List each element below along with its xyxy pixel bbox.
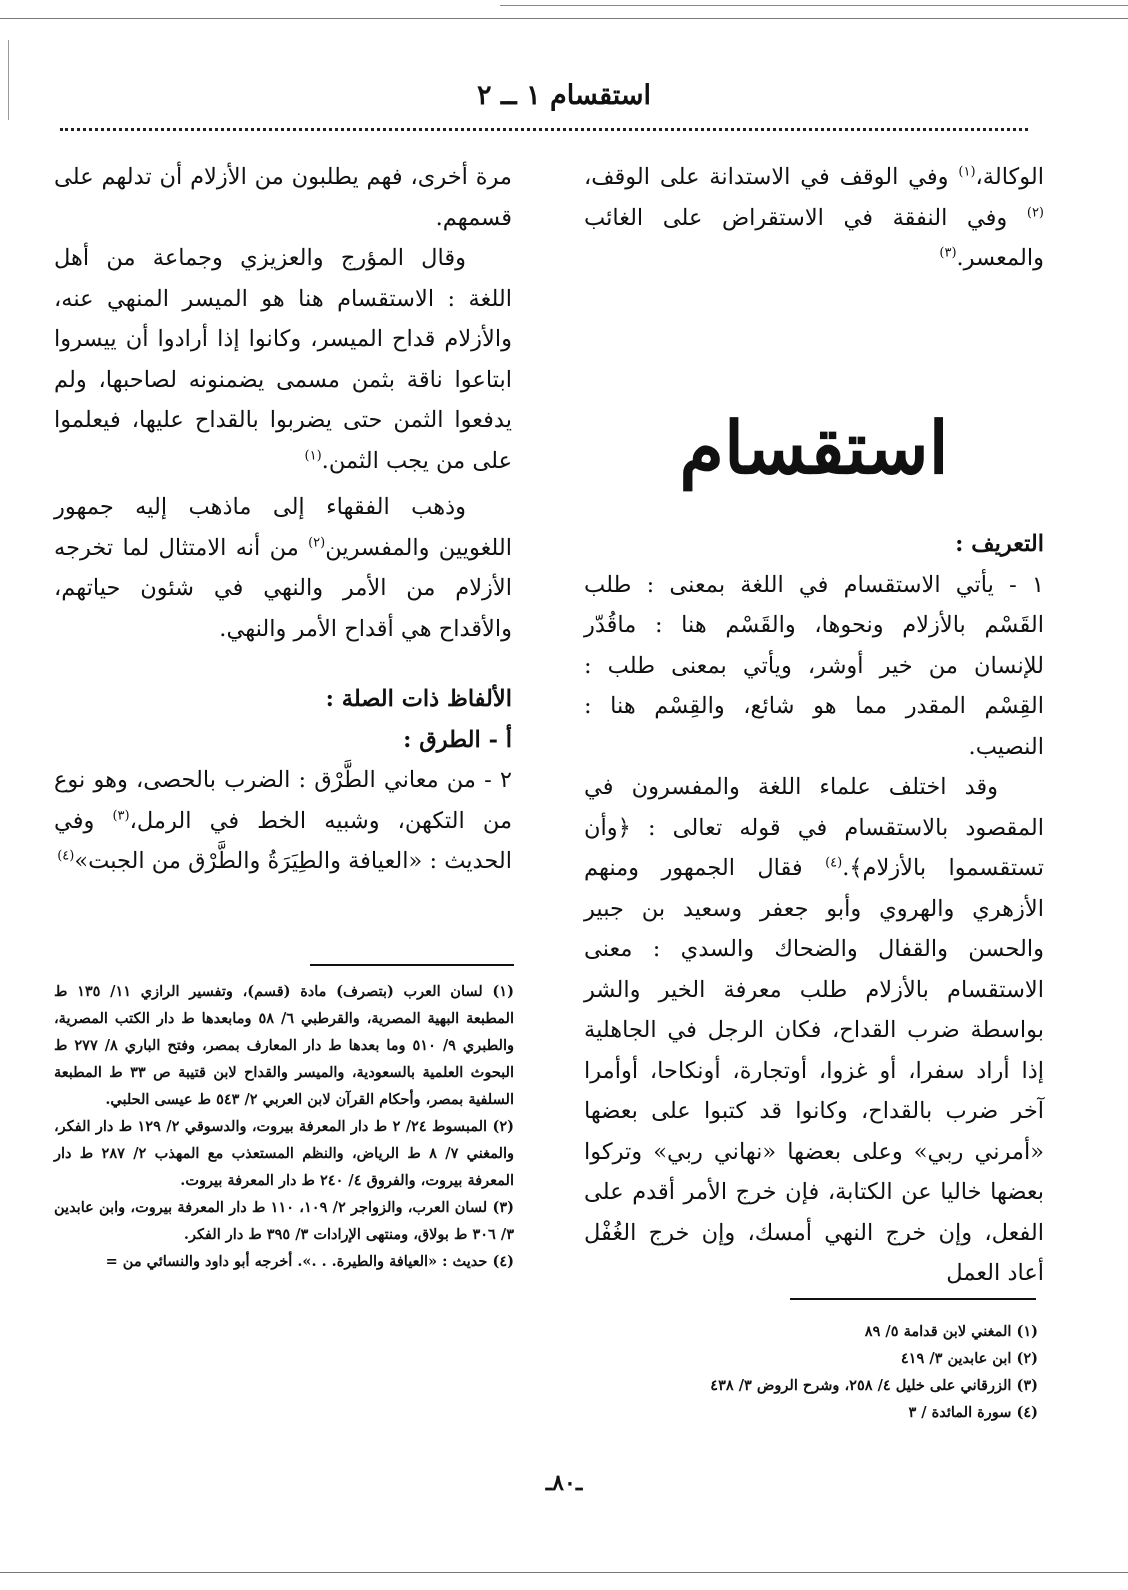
footnote: (١) المغني لابن قدامة ٥/ ٨٩ bbox=[864, 1323, 1038, 1340]
footnotes-right bbox=[620, 1318, 1038, 1426]
footnote: (٣) لسان العرب، والزواجر ٢/ ١٠٩، ١١٠ ط دار المعرفة بيروت، وابن عابدين ٣/ ٣٠٦ ط بولاق، ومنتهى الإرادات ٣/ ٣٩٥ ط دار الفكر. bbox=[54, 1199, 514, 1243]
subsection-heading: أ - الطرق : bbox=[403, 726, 512, 753]
footnote-ref: (٤) bbox=[57, 848, 75, 864]
footnote: (٢) ابن عابدين ٣/ ٤١٩ bbox=[900, 1350, 1038, 1367]
footnote: (٣) الزرقاني على خليل ٤/ ٢٥٨، وشرح الروض ٣/ ٤٣٨ bbox=[710, 1377, 1038, 1394]
footnote-ref: (٣) bbox=[939, 245, 957, 261]
left-column-body bbox=[54, 157, 512, 882]
page-number: ـ٨٠ـ bbox=[545, 1470, 583, 1496]
continuation-paragraph: مرة أخرى، فهم يطلبون من الأزلام أن تدلهم على قسمهم. bbox=[54, 164, 512, 231]
footnote: (٢) المبسوط ٢٤/ ٢ ط دار المعرفة بيروت، والدسوقي ٢/ ١٢٩ ط دار الفكر، والمغني ٧/ ٨ ط الرياض، والنظم المستعذب مع المهذب ٢/ ٢٨٧ ط دار المعرفة بيروت، والفروق ٤/ ٢٤٠ ط دار المعرفة بيروت. bbox=[54, 1118, 514, 1189]
footnote: (٤) سورة المائدة / ٣ bbox=[908, 1404, 1038, 1421]
scan-top-line bbox=[0, 18, 1128, 19]
entry-title: استقسام bbox=[679, 405, 949, 490]
footnote-ref: (٤) bbox=[825, 855, 843, 871]
related-terms-heading: الألفاظ ذات الصلة : bbox=[325, 686, 512, 712]
footnote-ref: (٣) bbox=[112, 808, 130, 823]
running-header: استقسام ١ ــ ٢ bbox=[476, 80, 652, 111]
definition-heading: التعريف : bbox=[955, 531, 1044, 557]
right-column-body bbox=[584, 524, 1044, 1294]
tarq-paragraph: ٢ - من معاني الطَّرْق : الضرب بالحصى، وهو نوع من التكهن، وشبيه الخط في الرمل،$^{(٣)}$ وفي الحديث : «العيافة والطِيَرَةُ والطَّرْق من الجبت»$^{(٤)}$ bbox=[54, 767, 512, 874]
top-edge-line bbox=[500, 5, 1128, 6]
footnote: (١) لسان العرب (بتصرف) مادة (قسم)، وتفسير الرازي ١١/ ١٣٥ ط المطبعة البهية المصرية، والقرطبي ٦/ ٥٨ ومابعدها ط دار الكتب المصرية، والطبري ٩/ ٥١٠ وما بعدها ط دار المعارف بمصر، وفتح الباري ٨/ ٢٧٧ ط البحوث العلمية بالسعودية، والميسر والقداح لابن قتيبة ص ٣٣ ط المطبعة السلفية بمصر، وأحكام القرآن لابن العربي ٢/ ٥٤٣ ط عيسى الحلبي. bbox=[54, 983, 515, 1108]
right-column-intro bbox=[584, 157, 1044, 279]
footnotes-left bbox=[54, 978, 514, 1275]
intro-paragraph: الوكالة،$^{(١)}$ وفي الوقف في الاستدانة على الوقف،$^{(٢)}$ وفي النفقة في الاستقراض على الغائب والمعسر.$^{(٣)}$ bbox=[584, 164, 1044, 271]
footnote: (٤) حديث : «العيافة والطيرة. . .». أخرجه أبو داود والنسائي من = bbox=[105, 1253, 514, 1270]
footnote-ref: (١) bbox=[304, 448, 322, 463]
footnote-ref: (٢) bbox=[308, 535, 326, 550]
maysir-paragraph: وقال المؤرج والعزيزي وجماعة من أهل اللغة : الاستقسام هنا هو الميسر المنهي عنه، والأزلام قداح الميسر، وكانوا إذا أرادوا أن ييسروا ابتاعوا ناقة بثمن مسمى يضمنونه لصاحبها، ولم يدفعوا الثمن حتى يضربوا بالقداح عليها، فيعلموا على من يجب الثمن.$^{(١)}$ bbox=[54, 245, 512, 474]
jurists-paragraph: وذهب الفقهاء إلى ماذهب إليه جمهور اللغويين والمفسرين$^{(٢)}$ من أنه الامتثال لما تخرجه الأزلام من الأمر والنهي في شئون حياتهم، والأقداح هي أقداح الأمر والنهي. bbox=[54, 494, 512, 642]
definition-paragraph: ١ - يأتي الاستقسام في اللغة بمعنى : طلب القَسْم بالأزلام ونحوها، والقَسْم هنا : ماقُدّر للإنسان من خير أوشر، ويأتي بمعنى طلب : القِسْم المقدر مما هو شائع، والقِسْم هنا : النصيب. bbox=[584, 571, 1044, 760]
scan-bottom-line bbox=[0, 1572, 1128, 1573]
footnote-divider-left bbox=[310, 964, 514, 966]
footnote-ref: (١) bbox=[958, 164, 976, 180]
interpretation-paragraph: وقد اختلف علماء اللغة والمفسرون في المقصود بالاستقسام في قوله تعالى : ﴿وأن تستقسموا بالأزلام﴾.$^{(٤)}$ فقال الجمهور ومنهم الأزهري والهروي وأبو جعفر وسعيد بن جبير والحسن والقفال والضحاك والسدي : معنى الاستقسام بالأزلام طلب معرفة الخير والشر بواسطة ضرب القداح، فكان الرجل في الجاهلية إذا أراد سفرا، أو غزوا، أوتجارة، أونكاحا، أوأمرا آخر ضرب بالقداح، وكانوا قد كتبوا على بعضها «أمرني ربي» وعلى بعضها «نهاني ربي» وتركوا بعضها خاليا عن الكتابة، فإن خرج الأمر أقدم على الفعل، وإن خرج النهي أمسك، وإن خرج الغُفْل أعاد العمل bbox=[584, 774, 1044, 1286]
header-dotted-rule bbox=[60, 128, 1028, 131]
footnote-ref: (٢) bbox=[1026, 205, 1044, 220]
footnote-divider-right bbox=[790, 1298, 1036, 1300]
